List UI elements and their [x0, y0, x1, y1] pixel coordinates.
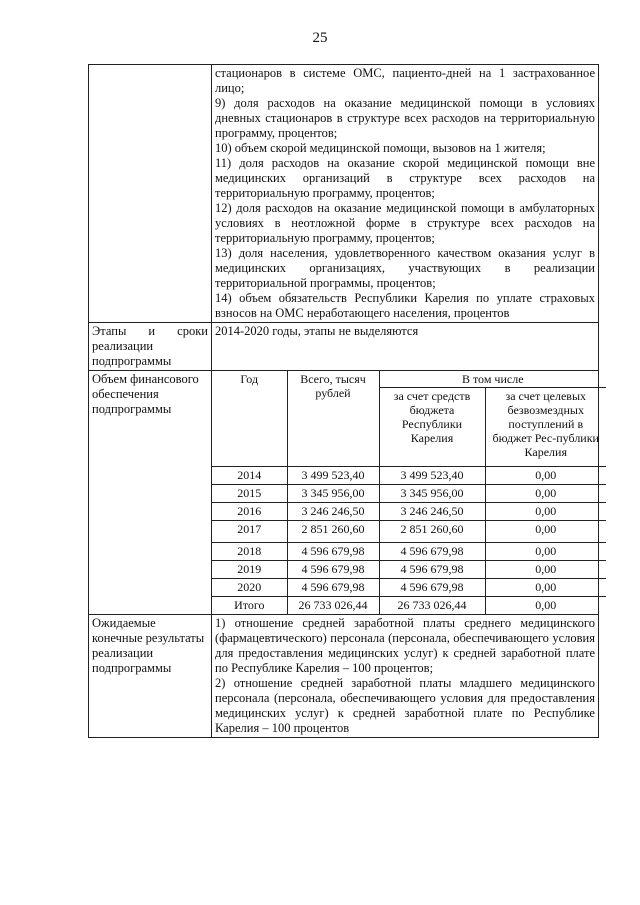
cell-budget: 4 596 679,98 — [379, 561, 485, 579]
cell-year: 2017 — [212, 521, 287, 543]
cell-targeted: 0,00 — [485, 543, 606, 561]
cell-targeted: 0,00 — [485, 503, 606, 521]
cell-targeted: 0,00 — [485, 521, 606, 543]
indicators-continuation-row — [89, 65, 599, 323]
cell-total: 4 596 679,98 — [287, 561, 379, 579]
finance-row — [89, 371, 599, 615]
main-table — [88, 64, 599, 738]
cell-budget: 2 851 260,60 — [379, 521, 485, 543]
table-row — [212, 579, 606, 597]
cell-total: 3 499 523,40 — [287, 467, 379, 485]
cell-total: 3 246 246,50 — [287, 503, 379, 521]
result-item: 2) отношение средней заработной платы младшего медицинского персонала (персонала, обеспечивающего условия для предоставления медицинских услуг) к средней заработной плате по Республике Карелия – 100 процентов — [215, 676, 595, 735]
stages-value: 2014-2020 годы, этапы не выделяются — [212, 323, 599, 371]
result-item: 1) отношение средней заработной платы среднего медицинского (фармацевтического) персонала (персонала, обеспечивающего условия для предоставления медицинских услуг) к средней заработной плате по Республике Карелия – 100 процентов; — [215, 616, 595, 675]
indicator-item: 12) доля расходов на оказание медицинской помощи в амбулаторных условиях в неотложной форме в структуре всех расходов на территориальную программу, процентов; — [215, 201, 595, 245]
indicator-item: 11) доля расходов на оказание скорой медицинской помощи вне медицинских организаций в структуре всех расходов на территориальную программу, процентов; — [215, 156, 595, 200]
cell-year: 2020 — [212, 579, 287, 597]
indicator-item: стационаров в системе ОМС, пациенто-дней на 1 застрахованное лицо; — [215, 66, 595, 95]
indicator-item: 10) объем скорой медицинской помощи, вызовов на 1 жителя; — [215, 141, 546, 155]
cell-targeted: 0,00 — [485, 561, 606, 579]
indicators-label — [89, 65, 212, 323]
indicator-item: 13) доля населения, удовлетворенного качеством оказания услуг в медицинских организациях, участвующих в реализации территориальной программы, процентов; — [215, 246, 595, 290]
cell-budget: 4 596 679,98 — [379, 543, 485, 561]
cell-budget: 3 499 523,40 — [379, 467, 485, 485]
header-budget: за счет средств бюджета Республики Карелия — [379, 388, 485, 467]
results-list — [212, 615, 599, 738]
cell-total: 4 596 679,98 — [287, 543, 379, 561]
cell-targeted: 0,00 — [485, 579, 606, 597]
indicator-item: 9) доля расходов на оказание медицинской помощи в условиях дневных стационаров в структуре всех расходов на территориальную программу, процентов; — [215, 96, 595, 140]
cell-total: 3 345 956,00 — [287, 485, 379, 503]
finance-cell — [212, 371, 599, 615]
header-total: Всего, тысяч рублей — [287, 371, 379, 467]
cell-targeted: 0,00 — [485, 485, 606, 503]
cell-budget: 26 733 026,44 — [379, 597, 485, 615]
cell-budget: 3 246 246,50 — [379, 503, 485, 521]
results-row — [89, 615, 599, 738]
table-row — [212, 467, 606, 485]
page-number: 25 — [312, 30, 328, 46]
cell-targeted: 0,00 — [485, 467, 606, 485]
finance-label: Объем финансового обеспечения подпрограммы — [89, 371, 212, 615]
cell-year: Итого — [212, 597, 287, 615]
table-row — [212, 521, 606, 543]
cell-targeted: 0,00 — [485, 597, 606, 615]
cell-budget: 3 345 956,00 — [379, 485, 485, 503]
stages-row — [89, 323, 599, 371]
indicator-item: 14) объем обязательств Республики Карелия по уплате страховых взносов на ОМС неработающего населения, процентов — [215, 291, 595, 320]
cell-year: 2019 — [212, 561, 287, 579]
table-row — [212, 561, 606, 579]
passport-table — [88, 64, 599, 738]
cell-year: 2015 — [212, 485, 287, 503]
finance-table — [212, 371, 606, 614]
table-row — [212, 543, 606, 561]
indicators-list — [212, 65, 599, 323]
table-row — [212, 503, 606, 521]
results-label: Ожидаемые конечные результаты реализации подпрограммы — [89, 615, 212, 738]
header-year: Год — [212, 371, 287, 467]
cell-total: 26 733 026,44 — [287, 597, 379, 615]
cell-year: 2018 — [212, 543, 287, 561]
finance-header-row — [212, 371, 606, 388]
cell-year: 2014 — [212, 467, 287, 485]
header-including: В том числе — [379, 371, 606, 388]
stages-label: Этапы и сроки реализации подпрограммы — [89, 323, 212, 371]
header-targeted: за счет целевых безвозмездных поступлений в бюджет Рес-публики Карелия — [485, 388, 606, 467]
cell-year: 2016 — [212, 503, 287, 521]
table-row — [212, 485, 606, 503]
cell-total: 2 851 260,60 — [287, 521, 379, 543]
cell-total: 4 596 679,98 — [287, 579, 379, 597]
cell-budget: 4 596 679,98 — [379, 579, 485, 597]
table-row-total — [212, 597, 606, 615]
